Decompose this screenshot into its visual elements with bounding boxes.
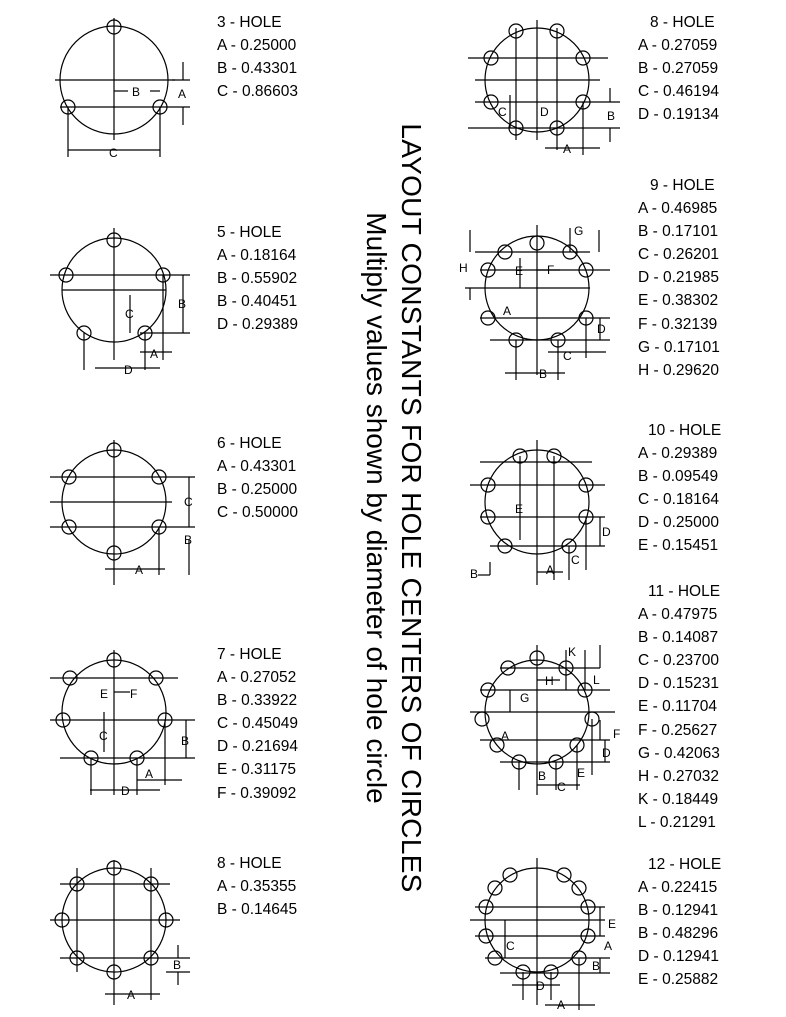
d10-label: C xyxy=(571,553,580,567)
d11-label: A xyxy=(501,729,510,743)
diagram-8-hole-a xyxy=(50,860,190,1005)
legend-row: A - 0.22415 xyxy=(638,879,718,897)
d12-label: D xyxy=(536,979,545,993)
d11-label: K xyxy=(568,645,577,659)
legend-row: A - 0.27059 xyxy=(638,37,718,55)
d8a-label: A xyxy=(127,988,136,1002)
d12-label: C xyxy=(506,939,515,953)
legend-row: B - 0.43301 xyxy=(217,60,298,78)
d12-label: B xyxy=(592,959,601,973)
d8b-label: A xyxy=(563,142,572,156)
legend-row: D - 0.25000 xyxy=(638,514,719,532)
d6-label: B xyxy=(184,533,193,547)
diagram-5-hole xyxy=(50,228,190,370)
d5-label: C xyxy=(125,307,134,321)
legend-row: A - 0.43301 xyxy=(217,458,297,476)
d11-label: H xyxy=(545,674,554,688)
d9-label: F xyxy=(547,263,555,277)
legend-10-hole xyxy=(638,419,721,558)
legend-row: A - 0.18164 xyxy=(217,247,297,265)
d10-label: A xyxy=(546,563,555,577)
legend-title: 11 - HOLE xyxy=(648,583,721,600)
legend-title: 3 - HOLE xyxy=(217,14,282,31)
legend-row: D - 0.21985 xyxy=(638,269,719,287)
d10-label: B xyxy=(470,567,479,581)
d7-label: F xyxy=(130,687,138,701)
legend-7-hole xyxy=(217,643,298,805)
d11-label: L xyxy=(593,673,600,687)
d6-label: C xyxy=(184,495,193,509)
page-title: LAYOUT CONSTANTS FOR HOLE CENTERS OF CIRCLES xyxy=(396,123,427,893)
legend-title: 9 - HOLE xyxy=(650,177,715,194)
legend-title: 6 - HOLE xyxy=(217,435,282,452)
legend-row: C - 0.45049 xyxy=(217,715,298,733)
legend-11-hole xyxy=(638,580,720,834)
legend-row: D - 0.19134 xyxy=(638,106,719,124)
legend-6-hole xyxy=(217,432,298,524)
legend-row: B - 0.27059 xyxy=(638,60,719,78)
legend-row: C - 0.26201 xyxy=(638,246,719,264)
legend-row: D - 0.12941 xyxy=(638,948,719,966)
legend-row: B - 0.17101 xyxy=(638,223,719,241)
legend-row: C - 0.50000 xyxy=(217,504,298,522)
legend-row: L - 0.21291 xyxy=(638,813,716,831)
d12-label: A xyxy=(557,998,566,1012)
d5-label: D xyxy=(124,363,133,377)
d10-label: E xyxy=(515,502,524,516)
d8b-label: B xyxy=(607,109,616,123)
legend-row: B - 0.12941 xyxy=(638,902,719,920)
legend-title: 10 - HOLE xyxy=(648,422,722,439)
d11-label: E xyxy=(577,766,586,780)
d12-label: E xyxy=(608,917,617,931)
legend-row: A - 0.47975 xyxy=(638,606,718,624)
d9-label: G xyxy=(574,224,584,238)
legend-title: 8 - HOLE xyxy=(650,14,715,31)
legend-row: B - 0.14087 xyxy=(638,629,719,647)
diagram-7-hole xyxy=(50,650,195,795)
d8b-label: C xyxy=(498,105,507,119)
legend-row: D - 0.29389 xyxy=(217,316,298,334)
d10-label: D xyxy=(602,525,611,539)
legend-row: F - 0.25627 xyxy=(638,721,718,739)
legend-title: 7 - HOLE xyxy=(217,646,282,663)
legend-row: C - 0.23700 xyxy=(638,652,719,670)
legend-title: 8 - HOLE xyxy=(217,855,282,872)
legend-row: G - 0.42063 xyxy=(638,744,720,762)
d11-label: G xyxy=(520,691,530,705)
legend-row: A - 0.27052 xyxy=(217,669,297,687)
legend-row: E - 0.11704 xyxy=(638,698,717,716)
d3-label: C xyxy=(109,146,118,160)
d7-label: A xyxy=(145,767,154,781)
legend-8-hole-a xyxy=(217,852,297,921)
d9-label: C xyxy=(563,349,572,363)
legend-row: B - 0.55902 xyxy=(217,270,298,288)
legend-9-hole xyxy=(638,174,720,382)
d5-label: A xyxy=(150,347,159,361)
d9-label: A xyxy=(503,304,512,318)
legend-row: B - 0.14645 xyxy=(217,901,298,919)
legend-row: A - 0.35355 xyxy=(217,878,297,896)
legend-row: E - 0.25882 xyxy=(638,971,719,989)
legend-title: 5 - HOLE xyxy=(217,224,282,241)
d7-label: B xyxy=(181,734,190,748)
diagram-10-hole xyxy=(470,440,605,585)
diagram-6-hole xyxy=(50,440,195,585)
legend-row: A - 0.25000 xyxy=(217,37,297,55)
d6-label: A xyxy=(135,563,144,577)
legend-row: D - 0.21694 xyxy=(217,738,298,756)
legend-row: A - 0.29389 xyxy=(638,445,718,463)
d3-label: B xyxy=(132,85,141,99)
d11-label: D xyxy=(602,746,611,760)
legend-row: B - 0.25000 xyxy=(217,481,298,499)
legend-row: B - 0.09549 xyxy=(638,468,719,486)
legend-title: 12 - HOLE xyxy=(648,856,722,873)
d9-label: H xyxy=(459,261,468,275)
legend-row: E - 0.15451 xyxy=(638,537,719,555)
legend-row: F - 0.32139 xyxy=(638,315,718,333)
legend-row: K - 0.18449 xyxy=(638,790,719,808)
title-block xyxy=(352,8,430,1008)
legend-8-hole-b xyxy=(638,11,719,126)
legend-row: F - 0.39092 xyxy=(217,784,297,802)
legend-3-hole xyxy=(217,11,298,103)
legend-row: E - 0.38302 xyxy=(638,292,719,310)
legend-row: B - 0.33922 xyxy=(217,692,298,710)
legend-row: A - 0.46985 xyxy=(638,200,718,218)
diagram-8-hole-b xyxy=(468,20,620,155)
d8b-label: D xyxy=(540,105,549,119)
d11-label: B xyxy=(538,769,547,783)
legend-row: C - 0.86603 xyxy=(217,83,298,101)
diagram-3-hole xyxy=(55,18,190,157)
legend-12-hole xyxy=(638,853,721,992)
d7-label: E xyxy=(100,687,109,701)
d5-label: B xyxy=(178,297,187,311)
legend-row: H - 0.29620 xyxy=(638,361,719,379)
legend-5-hole xyxy=(217,221,298,336)
page-subtitle: Multiply values shown by diameter of hole circle xyxy=(361,212,392,804)
d9-label: D xyxy=(597,322,606,336)
d3-label: A xyxy=(178,87,187,101)
legend-row: B - 0.40451 xyxy=(217,293,298,311)
legend-row: H - 0.27032 xyxy=(638,767,719,785)
d9-label: E xyxy=(515,264,524,278)
legend-row: E - 0.31175 xyxy=(217,761,296,779)
d7-label: D xyxy=(121,784,130,798)
legend-row: C - 0.46194 xyxy=(638,83,719,101)
legend-row: G - 0.17101 xyxy=(638,338,720,356)
d9-label: B xyxy=(539,367,548,381)
d7-label: C xyxy=(99,729,108,743)
legend-row: B - 0.48296 xyxy=(638,925,719,943)
legend-row: D - 0.15231 xyxy=(638,675,719,693)
legend-row: C - 0.18164 xyxy=(638,491,719,509)
d11-label: F xyxy=(613,727,621,741)
diagram-9-hole xyxy=(465,225,610,380)
d11-label: C xyxy=(557,780,566,794)
d12-label: A xyxy=(604,939,613,953)
d8a-label: B xyxy=(173,958,182,972)
